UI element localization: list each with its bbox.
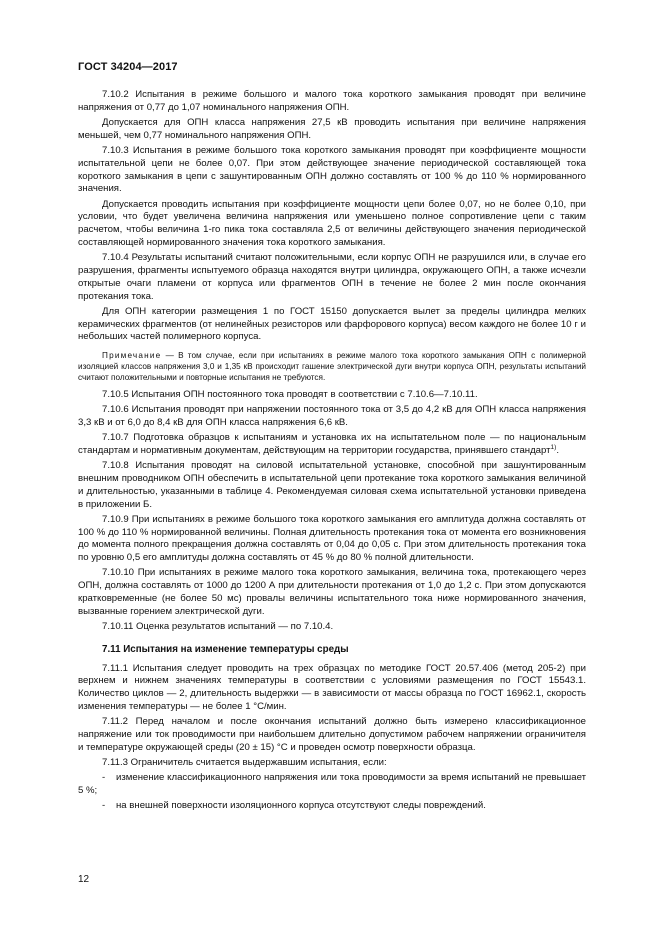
document-body <box>78 89 586 813</box>
clause-7-10-2-allowance: Допускается для ОПН класса напряжения 27,5 кВ проводить испытания при величине напряжения меньшей, чем 0,77 номинального напряжения ОПН. <box>78 116 586 141</box>
clause-7-10-9: 7.10.9 При испытаниях в режиме большого тока короткого замыкания его амплитуда должна составлять от 100 % до 110 % нормированной величины. Полная длительность протекания тока от момента его возникновения до момента полного прекращения должна составлять от 0,04 до 0,05 с. При этом длительность протекания тока по уровню 0,5 его амплитуды должна составлять от 45 % до 80 % полной длительности. <box>78 513 586 564</box>
dash-bullet-icon: - <box>102 800 106 812</box>
clause-7-10-10: 7.10.10 При испытаниях в режиме малого тока короткого замыкания, величина тока, протекающего через ОПН, должна составлять от 1000 до 1200 А при длительности протекания от 1,0 до 1,2 с. При этом допускаются кратковременные (не более 50 мс) провалы величины испытательного тока ниже нормированного значения, вызванные горением электрической дуги. <box>78 567 586 617</box>
clause-7-10-7-end: . <box>556 445 559 457</box>
note-paragraph <box>78 350 586 383</box>
clause-7-10-2: 7.10.2 Испытания в режиме большого и малого тока короткого замыкания проводят при величине напряжения от 0,77 до 1,07 номинального напряжения ОПН. <box>78 89 586 113</box>
dash-bullet-icon: - <box>102 772 106 784</box>
clause-7-10-8: 7.10.8 Испытания проводят на силовой испытательной установке, способной при зашунтированным внешним проводником ОПН обеспечить в испытательной цепи протекание тока короткого замыкания величиной и длительностью, указанными в таблице 4. Рекомендуемая силовая схема испытательной установки приведена в приложении Б. <box>78 460 586 510</box>
clause-7-10-5: 7.10.5 Испытания ОПН постоянного тока проводят в соответствии с 7.10.6—7.10.11. <box>102 389 478 401</box>
note-label: Примечание <box>102 351 162 361</box>
clause-7-10-3-allowance: Допускается проводить испытания при коэффициенте мощности цепи более 0,07, но не более 0,10, при условии, что будет увеличена величина напряжения или уменьшено полное сопротивление цепи с таким расчетом, чтобы величина 1-го пика тока составляла 2,5 от величины действующего значения периодической составляющей нормированного значения тока короткого замыкания. <box>78 198 586 248</box>
page-number: 12 <box>78 874 90 885</box>
clause-7-10-11: 7.10.11 Оценка результатов испытаний — по 7.10.4. <box>102 620 334 632</box>
list-item-text: изменение классификационного напряжения или тока проводимости за время испытаний не превышает 5 %; <box>78 772 586 796</box>
clause-7-10-7-text: 7.10.7 Подготовка образцов к испытаниям и установка их на испытательном поле — по национальным стандартам и нормативным документам, действующим на территории государства, принявшего стандарт <box>78 432 586 457</box>
footnote-reference[interactable]: 1) <box>550 443 557 451</box>
note-text: — В том случае, если при испытаниях в режиме малого тока короткого замыкания ОПН с полимерной изоляцией классов напряжения 3,0 и 1,35 кВ происходит гашение электрической дуги внутри корпуса ОПН, результаты испытаний считают положительными и повторные испытания не требуются. <box>78 351 586 383</box>
clause-7-11-3: 7.11.3 Ограничитель считается выдержавшим испытания, если: <box>102 756 387 768</box>
document-code-header: ГОСТ 34204—2017 <box>78 61 178 73</box>
list-item-dash-1 <box>78 772 586 798</box>
clause-7-11-1: 7.11.1 Испытания следует проводить на трех образцах по методике ГОСТ 20.57.406 (метод 205-2) при верхнем и нижнем значениях температуры в соответствии с условиями размещения по ГОСТ 15543.1. Количество циклов — 2, длительность выдержки — в зависимости от массы образца по ГОСТ 16962.1, скорость изменения температуры — не более 1 °С/мин. <box>78 662 586 712</box>
clause-7-10-3: 7.10.3 Испытания в режиме большого тока короткого замыкания проводят при коэффициенте мощности испытательной цепи не более 0,07. При этом действующее значение периодической составляющей тока короткого замыкания в цепи с зашунтированным ОПН должно составлять от 100 % до 110 % нормированного значения. <box>78 144 586 195</box>
clause-7-10-4: 7.10.4 Результаты испытаний считают положительными, если корпус ОПН не разрушился или, в случае его разрушения, фрагменты испытуемого образца находятся внутри цилиндра, окружающего ОПН, а также исчезли открытые очаги пламени от корпуса или фрагментов ОПН в течение не более 2 мин после окончания протекания тока. <box>78 252 586 302</box>
clause-7-10-4-category: Для ОПН категории размещения 1 по ГОСТ 15150 допускается вылет за пределы цилиндра мелких керамических фрагментов (от нелинейных резисторов или фарфорового корпуса) весом каждого не более 10 г и небольших частей полимерного корпуса. <box>78 305 586 343</box>
list-item-dash-2 <box>78 800 586 813</box>
clause-7-10-7 <box>78 432 586 458</box>
section-7-11-title: 7.11 Испытания на изменение температуры среды <box>102 643 349 655</box>
clause-7-10-6: 7.10.6 Испытания проводят при напряжении постоянного тока от 3,5 до 4,2 кВ для ОПН класса напряжения 3,3 кВ и от 6,0 до 8,4 кВ для ОПН класса напряжения 6,6 кВ. <box>78 404 586 429</box>
clause-7-11-2: 7.11.2 Перед началом и после окончания испытаний должно быть измерено классификационное напряжение или ток проводимости при наибольшем длительно допустимом рабочем напряжении ограничителя и температуре окружающей среды (20 ± 15) °С и проведен осмотр поверхности образца. <box>78 716 586 753</box>
list-item-text: на внешней поверхности изоляционного корпуса отсутствуют следы повреждений. <box>116 800 486 812</box>
